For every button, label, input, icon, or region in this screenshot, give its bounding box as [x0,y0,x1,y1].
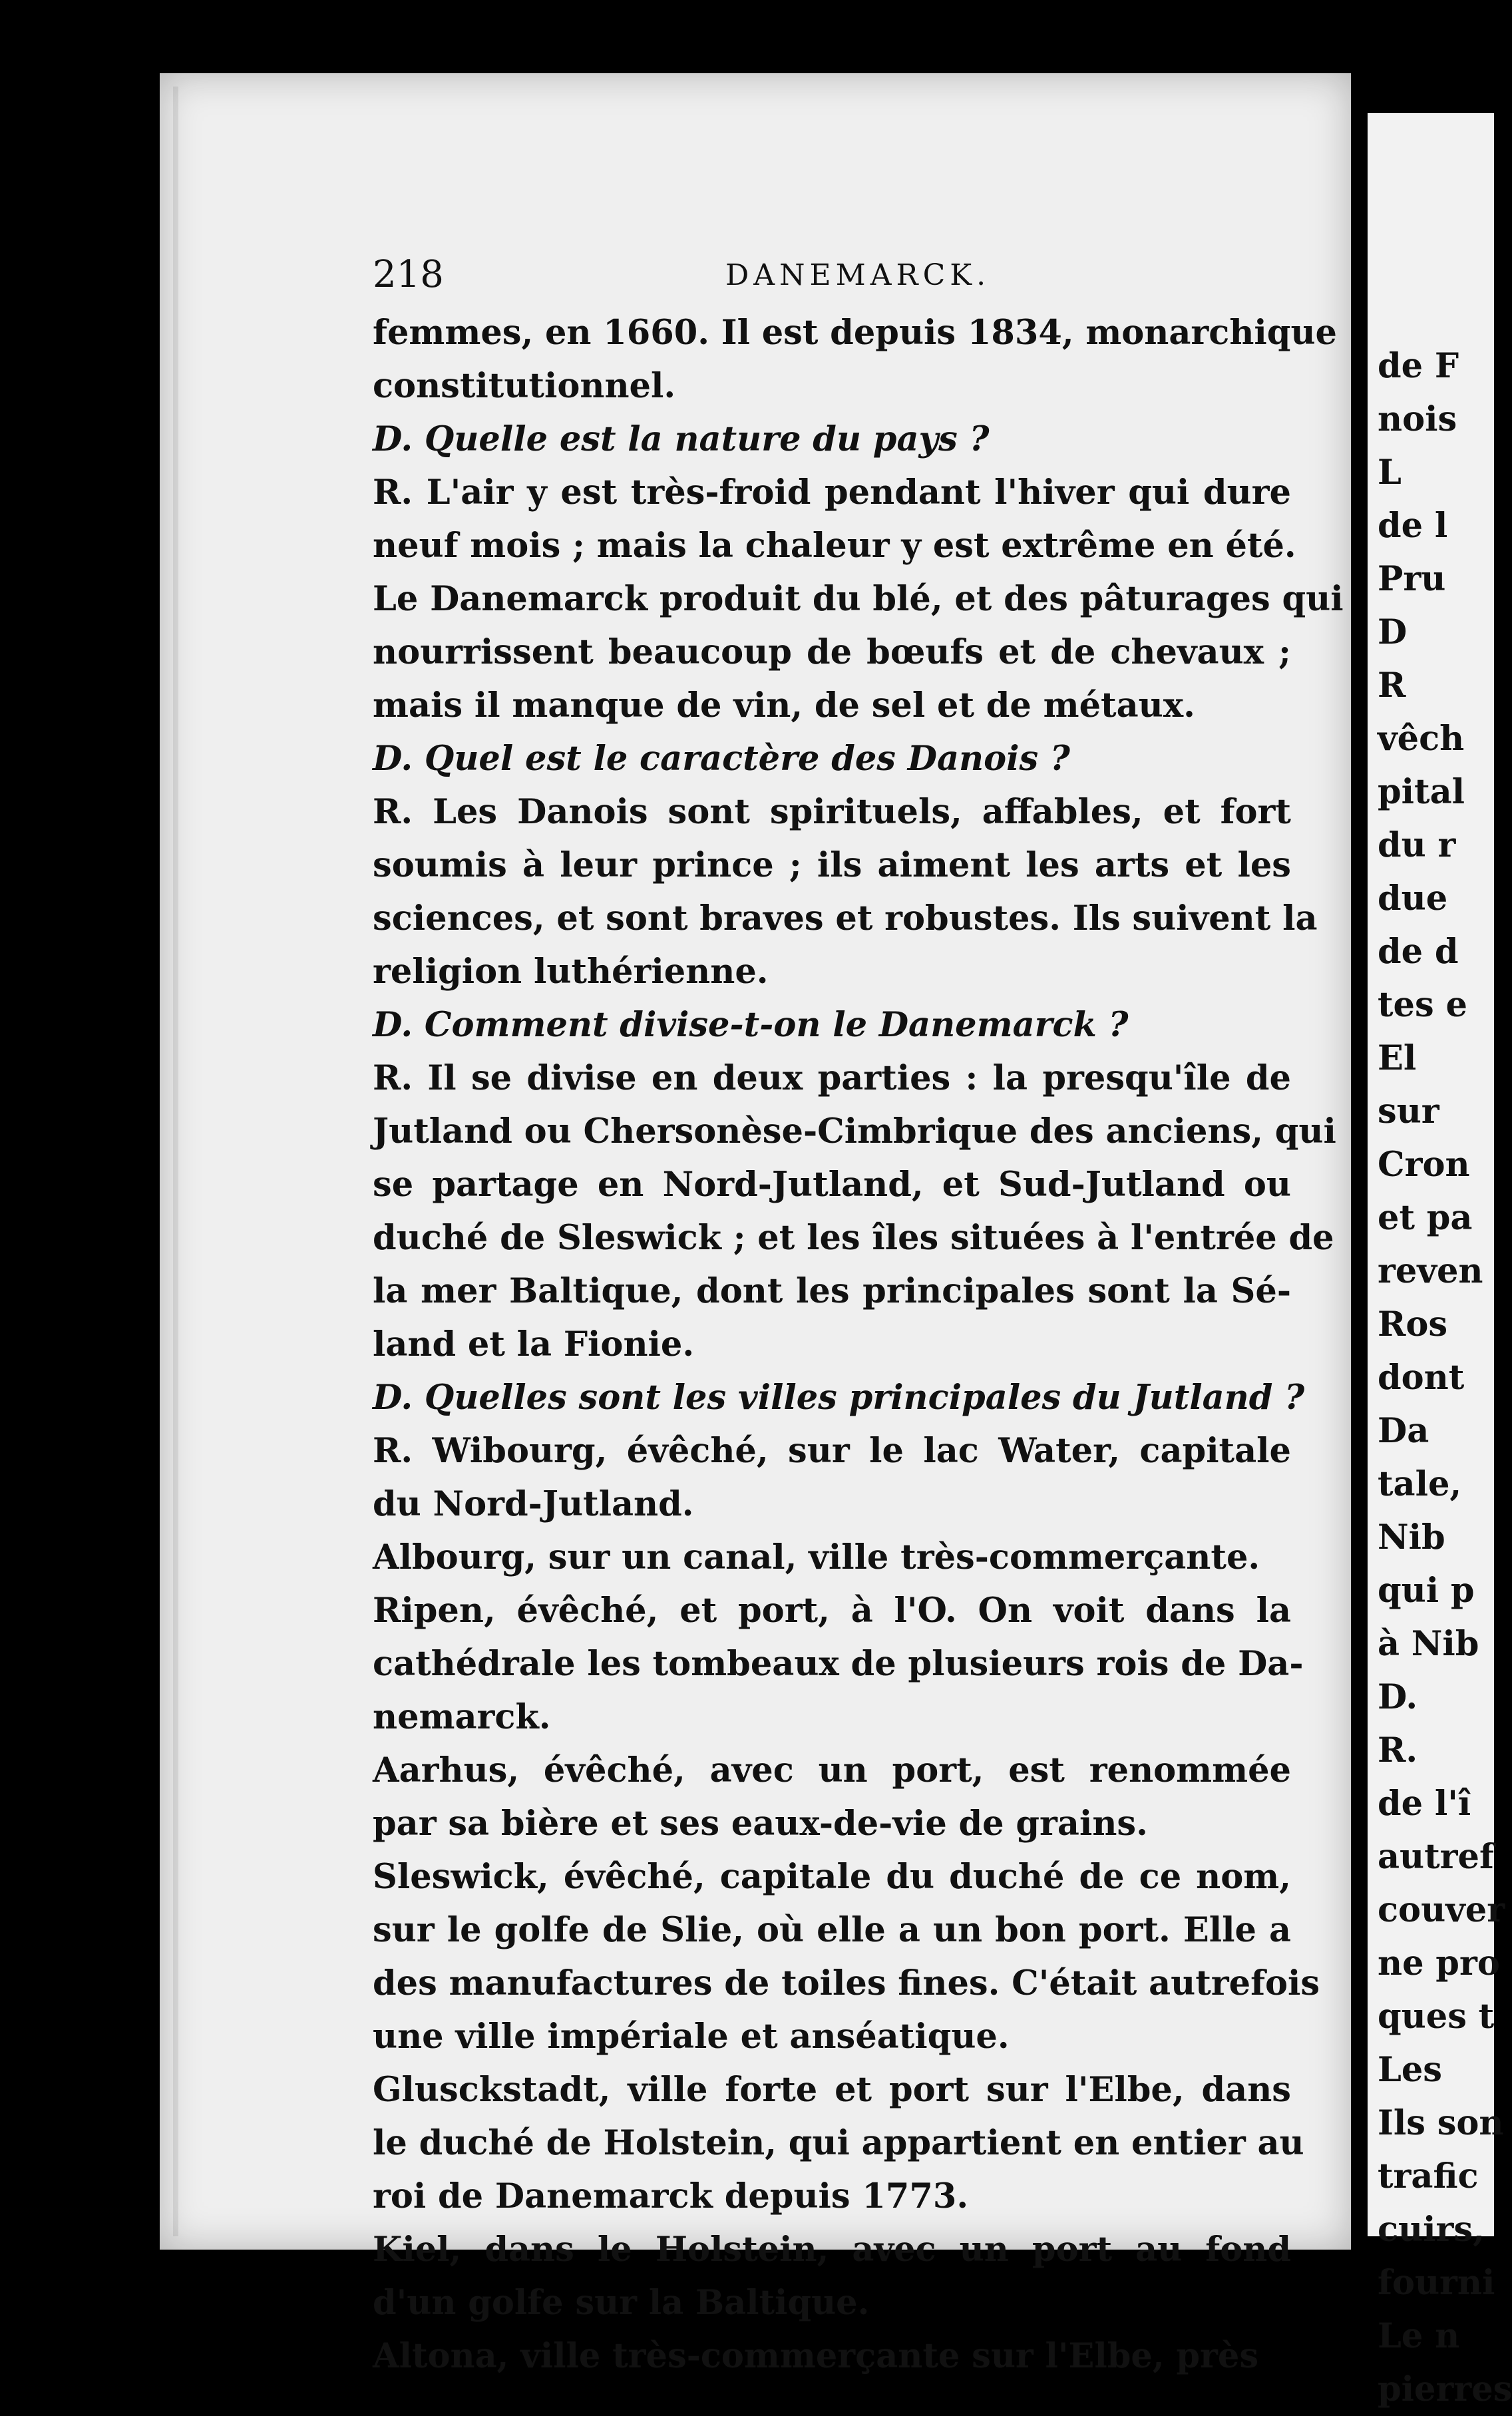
right-text-line: Le n [1378,2316,1460,2356]
right-text-line: ne pro [1378,1943,1500,1983]
right-text-line: de l [1378,506,1448,546]
right-text-line: pital [1378,772,1465,812]
text-line: Glusckstadt, ville forte et port sur l'Elbe, dans [373,2070,1291,2110]
right-text-line: vêch [1378,719,1465,759]
text-line: la mer Baltique, dont les principales sont la Sé- [373,1271,1291,1311]
text-line: Ripen, évêché, et port, à l'O. On voit dans la [373,1591,1291,1631]
right-text-line: cuirs, [1378,2210,1485,2250]
right-text-line: qui p [1378,1571,1475,1611]
text-line: D. Quelle est la nature du pays ? [373,419,990,459]
text-line: R. Les Danois sont spirituels, affables, et fort [373,792,1291,832]
right-text-line: El [1378,1038,1417,1078]
right-text-line: Cron [1378,1145,1470,1185]
right-text-line: Da [1378,1411,1429,1451]
text-line: religion luthérienne. [373,952,769,992]
right-text-line: de l'î [1378,1784,1471,1824]
right-text-line: due [1378,879,1448,918]
text-line: duché de Sleswick ; et les îles situées à l'entrée de [373,1218,1334,1258]
right-text-line: autref [1378,1837,1494,1877]
right-text-line: ques t [1378,1997,1495,2037]
right-text-line: Nib [1378,1517,1445,1557]
text-line: des manufactures de toiles fines. C'était autrefois [373,1963,1320,2003]
right-text-line: du r [1378,825,1456,865]
body-text [373,306,1344,2383]
right-text-line: Pru [1378,559,1446,599]
right-text-line: L [1378,453,1402,493]
right-text-line: fourni [1378,2263,1495,2303]
running-title: DANEMARCK. [725,258,991,292]
text-line: du Nord-Jutland. [373,1484,694,1524]
text-line: D. Quel est le caractère des Danois ? [373,739,1070,779]
right-text-line: pierres [1378,2369,1512,2409]
page-number: 218 [373,253,444,296]
right-text-line: Ros [1378,1305,1448,1344]
right-text-line: R [1378,666,1406,705]
text-line: se partage en Nord-Jutland, et Sud-Jutland ou [373,1165,1291,1205]
right-text-line: de d [1378,932,1459,972]
text-line: cathédrale les tombeaux de plusieurs rois de Da- [373,1644,1304,1684]
text-line: Altona, ville très-commerçante sur l'Elbe, près [373,2336,1259,2376]
text-line: mais il manque de vin, de sel et de métaux. [373,686,1195,725]
text-line: land et la Fionie. [373,1324,695,1364]
right-text-line: D [1378,612,1408,652]
text-line: Jutland ou Chersonèse-Cimbrique des anciens, qui [373,1111,1336,1151]
right-page-fragment [1368,113,1512,2409]
text-line: Le Danemarck produit du blé, et des pâturages qui [373,579,1344,619]
right-text-line: et pa [1378,1198,1473,1238]
right-text-line: dont [1378,1358,1465,1398]
text-line: R. Wibourg, évêché, sur le lac Water, capitale [373,1431,1291,1471]
text-line: femmes, en 1660. Il est depuis 1834, monarchique [373,313,1337,353]
text-line: d'un golfe sur la Baltique. [373,2283,870,2323]
text-line: par sa bière et ses eaux-de-vie de grains. [373,1804,1148,1844]
text-line: Aarhus, évêché, avec un port, est renommée [373,1750,1291,1790]
text-line: R. Il se divise en deux parties : la presqu'île de [373,1058,1291,1098]
text-line: constitutionnel. [373,366,676,406]
right-text-line: tes e [1378,985,1467,1025]
right-text-line: D. [1378,1677,1418,1717]
text-line: sciences, et sont braves et robustes. Ils suivent la [373,899,1318,938]
text-line: D. Comment divise-t-on le Danemarck ? [373,1005,1129,1045]
right-text-line: sur [1378,1092,1439,1131]
page-header [373,253,1291,306]
text-line: soumis à leur prince ; ils aiment les arts et les [373,845,1291,885]
right-page-text [1378,339,1511,2416]
text-line: une ville impériale et anséatique. [373,2017,1010,2057]
text-line: Kiel, dans le Holstein, avec un port au fond [373,2230,1291,2270]
right-text-line: à Nib [1378,1624,1479,1664]
right-text-line: tale, [1378,1464,1462,1504]
text-line: D. Quelles sont les villes principales du Jutland ? [373,1378,1305,1418]
text-line: nourrissent beaucoup de bœufs et de chevaux ; [373,632,1291,672]
text-line: Sleswick, évêché, capitale du duché de ce nom, [373,1857,1291,1897]
right-text-line: couver [1378,1890,1505,1930]
text-line: le duché de Holstein, qui appartient en entier au [373,2123,1304,2163]
right-text-line: trafic [1378,2156,1479,2196]
right-text-line: Les [1378,2050,1443,2090]
right-text-line: R. [1378,1730,1418,1770]
right-text-line: de F [1378,346,1459,386]
right-text-line: reven [1378,1251,1483,1291]
right-text-line: Ils son [1378,2103,1504,2143]
right-text-line: nois [1378,399,1457,439]
text-line: sur le golfe de Slie, où elle a un bon port. Elle a [373,1910,1291,1950]
text-line: roi de Danemarck depuis 1773. [373,2176,969,2216]
text-line: R. L'air y est très-froid pendant l'hiver qui dure [373,473,1291,512]
text-line: neuf mois ; mais la chaleur y est extrême en été. [373,526,1296,566]
text-line: Albourg, sur un canal, ville très-commerçante. [373,1537,1260,1577]
text-line: nemarck. [373,1697,551,1737]
